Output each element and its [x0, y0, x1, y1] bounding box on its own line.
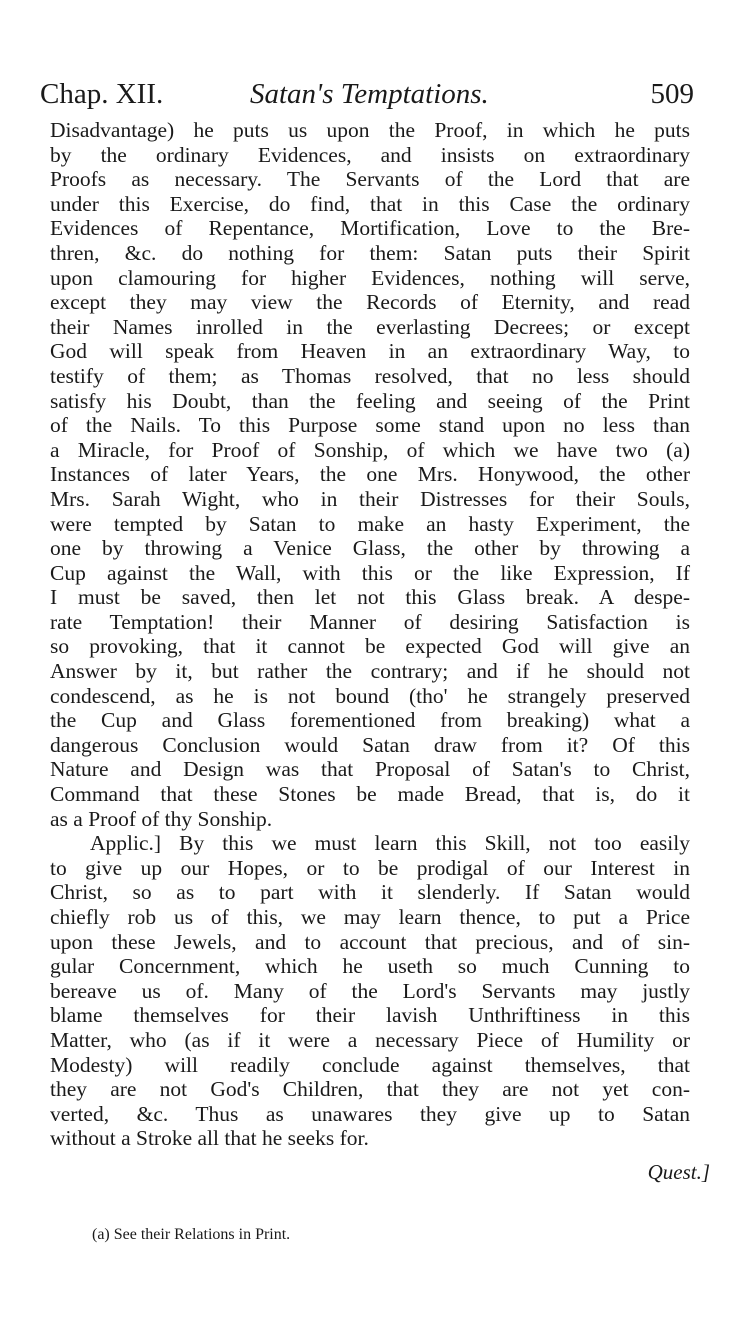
- text-line: one by throwing a Venice Glass, the other by throwing a: [50, 536, 690, 561]
- text-line: Cup against the Wall, with this or the like Expression, If: [50, 560, 690, 585]
- text-line: as a Proof of thy Sonship.: [50, 806, 273, 831]
- text-line: dangerous Conclusion would Satan draw from it? Of this: [50, 732, 690, 757]
- text-line: Applic.] By this we must learn this Skill, not too easily: [90, 831, 690, 856]
- text-line: thren, &c. do nothing for them: Satan puts their Spirit: [50, 240, 690, 265]
- text-line: bereave us of. Many of the Lord's Servants may justly: [50, 978, 690, 1003]
- text-line: Christ, so as to part with it slenderly. If Satan would: [50, 880, 690, 905]
- text-line: I must be saved, then let not this Glass break. A despe-: [50, 585, 690, 610]
- chapter-label: Chap. XII.: [40, 78, 164, 110]
- text-line: to give up our Hopes, or to be prodigal of our Interest in: [50, 855, 690, 880]
- text-line: by the ordinary Evidences, and insists on extraordinary: [50, 142, 690, 167]
- text-line: their Names inrolled in the everlasting Decrees; or except: [50, 314, 690, 339]
- footnote: (a) See their Relations in Print.: [92, 1226, 291, 1243]
- text-line: Evidences of Repentance, Mortification, Love to the Bre-: [50, 216, 690, 241]
- text-line: without a Stroke all that he seeks for.: [50, 1126, 369, 1151]
- text-line: Matter, who (as if it were a necessary Piece of Humility or: [50, 1027, 690, 1052]
- text-line: Disadvantage) he puts us upon the Proof, in which he puts: [50, 118, 690, 142]
- text-line: condescend, as he is not bound (tho' he strangely preserved: [50, 683, 690, 708]
- text-line: a Miracle, for Proof of Sonship, of which we have two (a): [50, 437, 690, 462]
- text-line: God will speak from Heaven in an extraordinary Way, to: [50, 339, 690, 364]
- text-line: satisfy his Doubt, than the feeling and seeing of the Print: [50, 388, 690, 413]
- text-line: blame themselves for their lavish Unthriftiness in this: [50, 1003, 690, 1028]
- text-line: Mrs. Sarah Wight, who in their Distresses for their Souls,: [50, 486, 690, 511]
- text-line: gular Concernment, which he useth so much Cunning to: [50, 954, 690, 979]
- text-line: Answer by it, but rather the contrary; and if he should not: [50, 659, 690, 684]
- text-line: Proofs as necessary. The Servants of the Lord that are: [50, 167, 690, 192]
- text-line: they are not God's Children, that they are not yet con-: [50, 1077, 690, 1102]
- text-line: upon these Jewels, and to account that precious, and of sin-: [50, 929, 690, 954]
- running-title: Satan's Temptations.: [250, 78, 489, 110]
- text-line: Nature and Design was that Proposal of Satan's to Christ,: [50, 757, 690, 782]
- text-line: rate Temptation! their Manner of desiring Satisfaction is: [50, 609, 690, 634]
- text-line: upon clamouring for higher Evidences, nothing will serve,: [50, 265, 690, 290]
- text-line: Instances of later Years, the one Mrs. Honywood, the other: [50, 462, 690, 487]
- text-line: the Cup and Glass forementioned from breaking) what a: [50, 708, 690, 733]
- text-line: were tempted by Satan to make an hasty Experiment, the: [50, 511, 690, 536]
- text-line: verted, &c. Thus as unawares they give up to Satan: [50, 1101, 690, 1126]
- catchword: Quest.]: [647, 1160, 710, 1184]
- text-line: so provoking, that it cannot be expected God will give an: [50, 634, 690, 659]
- body-text: [50, 118, 690, 1151]
- text-line: of the Nails. To this Purpose some stand upon no less than: [50, 413, 690, 438]
- text-line: Command that these Stones be made Bread, that is, do it: [50, 782, 690, 807]
- text-line: except they may view the Records of Eternity, and read: [50, 290, 690, 315]
- text-line: Modesty) will readily conclude against themselves, that: [50, 1052, 690, 1077]
- text-line: chiefly rob us of this, we may learn thence, to put a Price: [50, 905, 690, 929]
- text-line: testify of them; as Thomas resolved, that no less should: [50, 363, 690, 388]
- text-line: under this Exercise, do find, that in this Case the ordinary: [50, 191, 690, 216]
- page-number: 509: [650, 78, 694, 110]
